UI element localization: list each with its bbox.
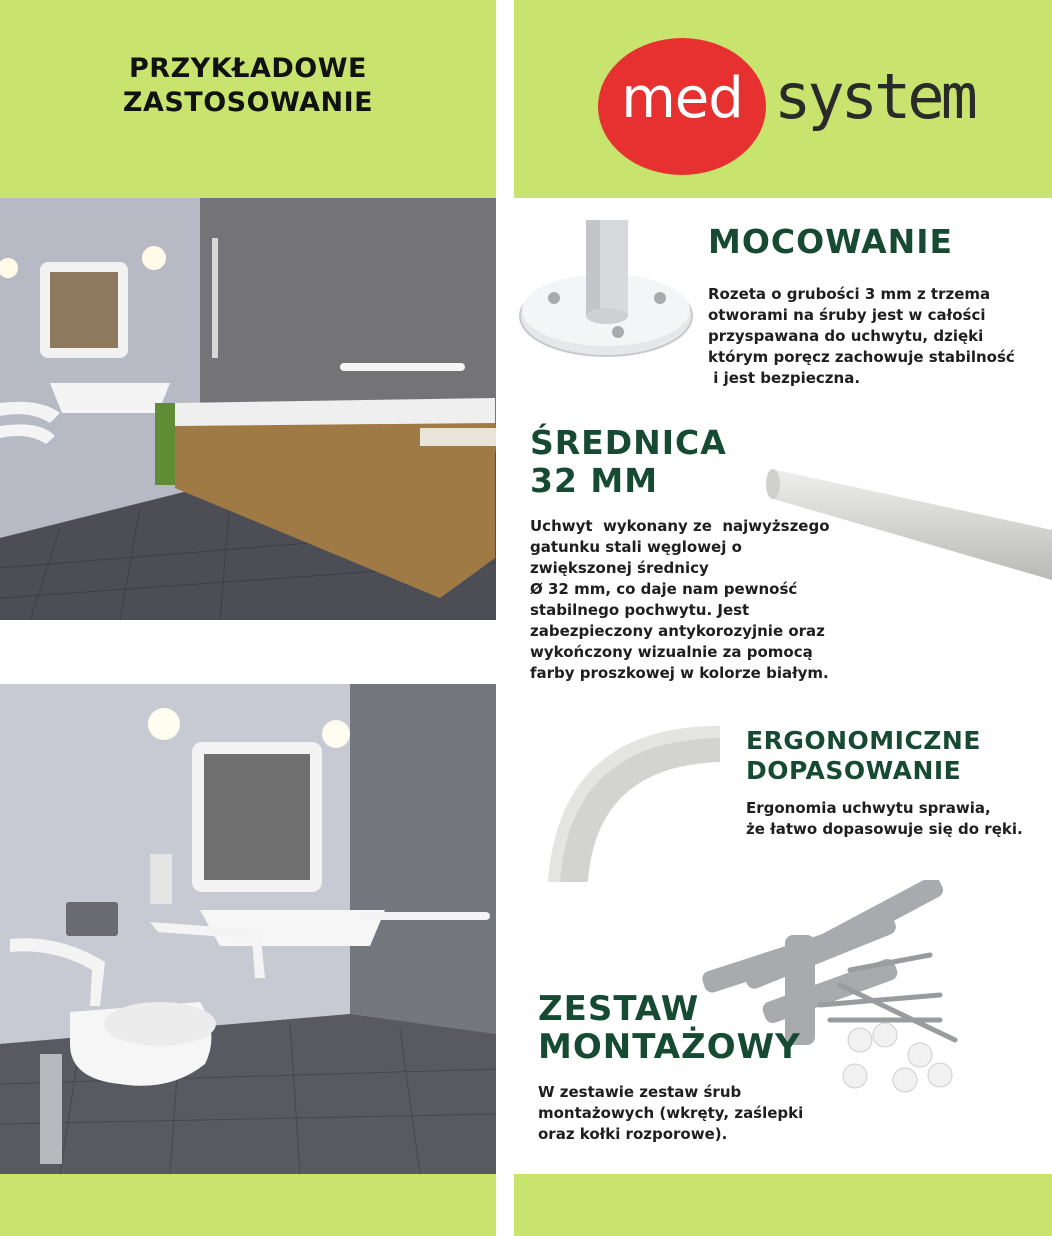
mounting-line: którym poręcz zachowuje stabilność [708, 348, 1015, 366]
diameter-line: zabezpieczony antykorozyjnie oraz [530, 622, 825, 640]
curved-grab-bar-image [540, 722, 730, 882]
diameter-heading-line1: ŚREDNICA [530, 423, 727, 462]
left-footer-band [0, 1174, 496, 1236]
diameter-line: zwiększonej średnicy [530, 559, 709, 577]
kit-line: oraz kołki rozporowe). [538, 1125, 728, 1143]
mounting-line: Rozeta o grubości 3 mm z trzema [708, 285, 991, 303]
ergonomic-heading-line1: ERGONOMICZNE [746, 726, 981, 755]
ergonomic-description [746, 798, 1046, 840]
kit-heading-line2: MONTAŻOWY [538, 1027, 801, 1067]
kit-line: montażowych (wkręty, zaślepki [538, 1104, 804, 1122]
examples-title-line2: ZASTOSOWANIE [122, 87, 374, 118]
kit-description [538, 1082, 838, 1145]
diameter-heading-line2: 32 MM [530, 461, 659, 500]
mounting-line: i jest bezpieczna. [708, 369, 861, 387]
bathroom-toilet-photo [0, 684, 496, 1174]
ergonomic-heading-line2: DOPASOWANIE [746, 756, 962, 785]
rosette-mount-image [514, 220, 704, 360]
diameter-line: Uchwyt wykonany ze najwyższego [530, 517, 830, 535]
examples-title-line1: PRZYKŁADOWE [129, 53, 367, 84]
diameter-line: stabilnego pochwytu. Jest [530, 601, 750, 619]
diameter-line: gatunku stali węglowej o [530, 538, 742, 556]
diameter-line: wykończony wizualnie za pomocą [530, 643, 813, 661]
kit-heading [538, 990, 801, 1066]
mounting-line: przyspawana do uchwytu, dzięki [708, 327, 984, 345]
mounting-heading: MOCOWANIE [708, 222, 954, 261]
ergonomic-heading [746, 726, 981, 786]
kit-heading-line1: ZESTAW [538, 989, 700, 1029]
ergonomic-line: że łatwo dopasowuje się do ręki. [746, 820, 1023, 838]
bathroom-bathtub-photo [0, 198, 496, 620]
mounting-line: otworami na śruby jest w całości [708, 306, 986, 324]
logo-system-text: system [774, 60, 974, 133]
ergonomic-line: Ergonomia uchwytu sprawia, [746, 799, 991, 817]
diameter-line: farby proszkowej w kolorze białym. [530, 664, 829, 682]
mounting-description [708, 284, 1048, 389]
logo-med-text: med [621, 66, 743, 131]
examples-title [0, 52, 496, 120]
diameter-line: Ø 32 mm, co daje nam pewność [530, 580, 798, 598]
right-footer-band [514, 1174, 1052, 1236]
diameter-description [530, 516, 870, 684]
kit-line: W zestawie zestaw śrub [538, 1083, 742, 1101]
diameter-heading [530, 424, 727, 500]
